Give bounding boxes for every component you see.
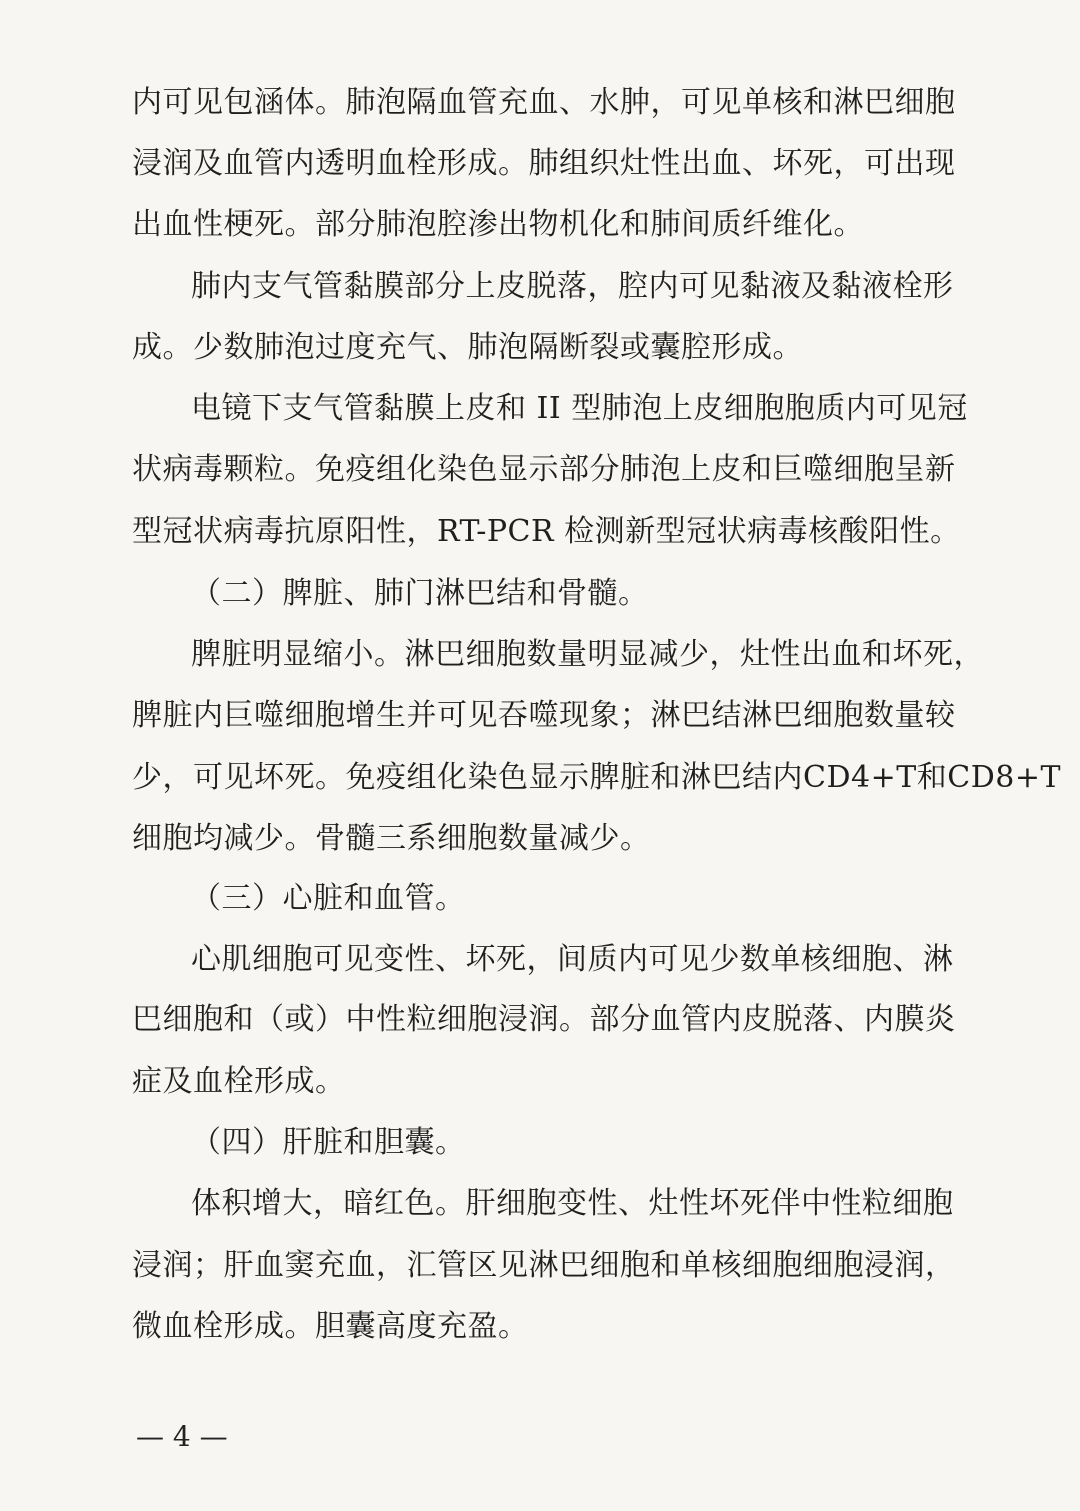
text-line-6: 电镜下支气管黏膜上皮和 II 型肺泡上皮细胞胞质内可见冠 bbox=[191, 391, 968, 426]
text-line-16: 体积增大，暗红色。肝细胞变性、灶性坏死伴中性粒细胞 bbox=[191, 1186, 954, 1221]
text-line-5: 成。少数肺泡过度充气、肺泡隔断裂或囊腔形成。 bbox=[132, 330, 803, 365]
text-line-4: 肺内支气管黏膜部分上皮脱落，腔内可见黏液及黏液栓形 bbox=[191, 269, 954, 304]
text-line-13: 心肌细胞可见变性、坏死，间质内可见少数单核细胞、淋 bbox=[191, 942, 954, 977]
section-heading-3: （三）心脏和血管。 bbox=[191, 881, 466, 916]
text-line-18: 微血栓形成。胆囊高度充盈。 bbox=[132, 1309, 529, 1344]
text-line-7: 状病毒颗粒。免疫组化染色显示部分肺泡上皮和巨噬细胞呈新 bbox=[132, 452, 956, 487]
text-line-2: 浸润及血管内透明血栓形成。肺组织灶性出血、坏死，可出现 bbox=[132, 146, 956, 181]
text-line-14: 巴细胞和（或）中性粒细胞浸润。部分血管内皮脱落、内膜炎 bbox=[132, 1002, 956, 1037]
text-line-10: 脾脏内巨噬细胞增生并可见吞噬现象；淋巴结淋巴细胞数量较 bbox=[132, 698, 956, 733]
text-line-11: 少，可见坏死。免疫组化染色显示脾脏和淋巴结内CD4+T和CD8+T bbox=[132, 760, 1061, 795]
section-heading-2: （二）脾脏、肺门淋巴结和骨髓。 bbox=[191, 576, 649, 611]
text-line-1: 内可见包涵体。肺泡隔血管充血、水肿，可见单核和淋巴细胞 bbox=[132, 85, 956, 120]
text-line-8: 型冠状病毒抗原阳性，RT-PCR 检测新型冠状病毒核酸阳性。 bbox=[132, 514, 961, 549]
text-line-3: 出血性梗死。部分肺泡腔渗出物机化和肺间质纤维化。 bbox=[132, 207, 864, 242]
text-line-9: 脾脏明显缩小。淋巴细胞数量明显减少，灶性出血和坏死， bbox=[191, 637, 984, 672]
text-line-17: 浸润；肝血窦充血，汇管区见淋巴细胞和单核细胞细胞浸润， bbox=[132, 1248, 956, 1283]
text-line-12: 细胞均减少。骨髓三系细胞数量减少。 bbox=[132, 821, 651, 856]
text-line-15: 症及血栓形成。 bbox=[132, 1064, 346, 1099]
section-heading-4: （四）肝脏和胆囊。 bbox=[191, 1125, 466, 1160]
page-number: — 4 — bbox=[136, 1420, 228, 1453]
